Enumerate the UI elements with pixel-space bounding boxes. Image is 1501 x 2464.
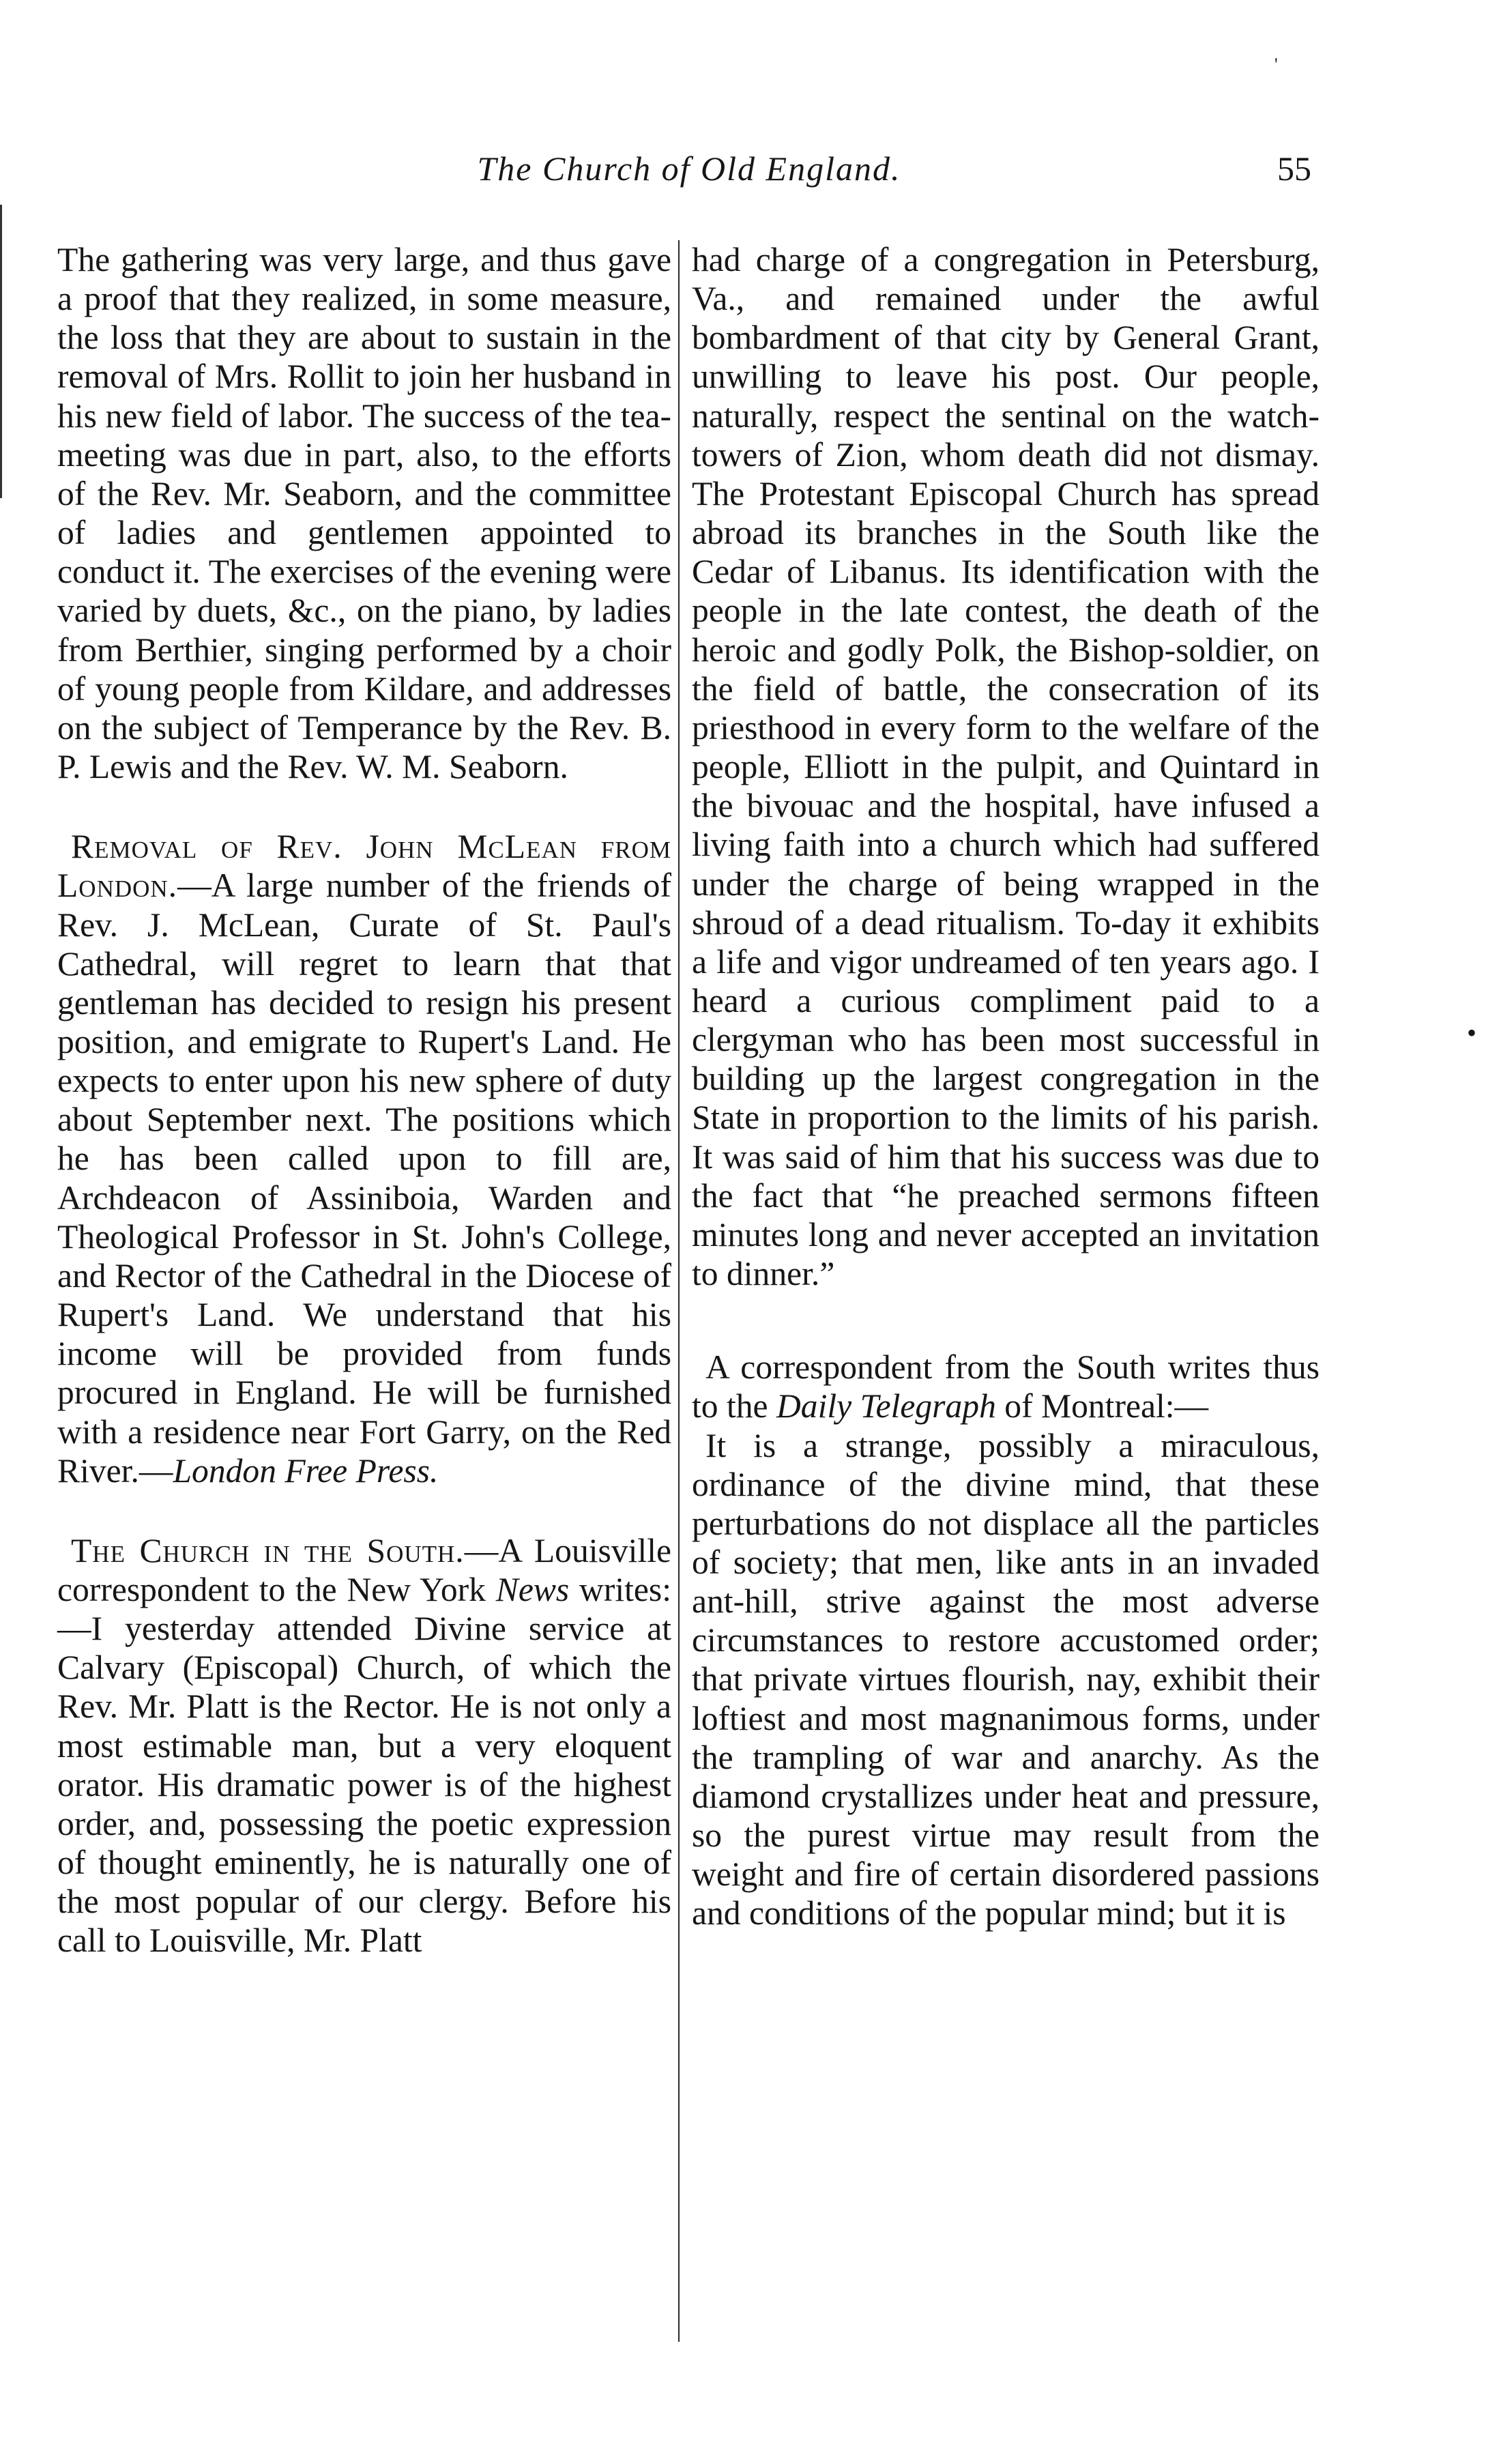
removal-source: London Free Press. [173, 1451, 439, 1490]
right-column [692, 240, 1320, 1933]
section-heading-church-south: The Church in the South. [71, 1531, 465, 1569]
paragraph-correspondent [692, 1348, 1320, 1425]
correspondent-text-a: A correspondent from the South writes thus to the [692, 1348, 1320, 1425]
newspaper-name-news: News [495, 1571, 570, 1608]
scan-edge-line [0, 205, 2, 498]
paragraph-church-south [57, 1531, 671, 1960]
scan-speck-top: ' [1274, 55, 1278, 74]
paragraph-continuation: had charge of a congregation in Petersburg, Va., and remained under the awful bombardment of that city by General Grant, unwilling to leave his post. Our people, naturally, respect the sentinal on the watch-towers of Zion, whom death did not dismay. The Protestant Episcopal Church has spread abroad its branches in the South like the Cedar of Libanus. Its identification with the people in the late contest, the death of the heroic and godly Polk, the Bishop-soldier, on the field of battle, the consecration of its priesthood in every form to the welfare of the people, Elliott in the pulpit, and Quintard in the bivouac and the hospital, have infused a living faith into a church which had suffered under the charge of being wrapped in the shroud of a dead ritualism. To-day it exhibits a life and vigor undreamed of ten years ago. I heard a curious compliment paid to a clergyman who has been most successful in building up the largest congregation in the State in proportion to the limits of his parish. It was said of him that his success was due to the fact that “he preached sermons fifteen minutes long and never accepted an invitation to dinner.” [692, 241, 1320, 1293]
section-heading-removal: Removal of Rev. John McLean from London. [57, 828, 671, 905]
paragraph-removal-mclean [57, 827, 671, 1490]
newspaper-name-telegraph: Daily Telegraph [776, 1387, 996, 1425]
correspondent-text-b: of Montreal:— [995, 1387, 1209, 1425]
running-title: The Church of Old England. [477, 149, 901, 188]
page-number: 55 [1277, 149, 1311, 188]
scan-speck: • [1467, 1017, 1477, 1048]
paragraph-tea-meeting: The gathering was very large, and thus gave a proof that they realized, in some measure, the loss that they are about to sustain in the removal of Mrs. Rollit to join her husband in his new field of labor. The success of the tea-meeting was due in part, also, to the efforts of the Rev. Mr. Seaborn, and the committee of ladies and gentlemen appointed to conduct it. The exercises of the evening were varied by duets, &c., on the piano, by ladies from Berthier, singing performed by a choir of young people from Kildare, and addresses on the subject of Temperance by the Rev. B. P. Lewis and the Rev. W. M. Seaborn. [57, 241, 671, 786]
column-divider [678, 240, 680, 2342]
removal-body: —A large number of the friends of Rev. J. McLean, Curate of St. Paul's Cathedral, will regret to learn that that gentleman has decided to resign his present position, and emigrate to Rupert's Land. He expects to enter upon his new sphere of duty about September next. The positions which he has been called upon to fill are, Archdeacon of Assiniboia, Warden and Theological Professor in St. John's College, and Rector of the Cathedral in the Diocese of Rupert's Land. We understand that his income will be provided from funds procured in England. He will be furnished with a residence near Fort Garry, on the Red River.— [57, 867, 671, 1490]
church-south-body-a: —A Louisville correspondent to the New York [57, 1531, 672, 1608]
left-column [57, 240, 671, 1960]
page-header [55, 149, 1324, 203]
paragraph-quoted-letter: It is a strange, possibly a miraculous, ordinance of the divine mind, that these perturbations do not displace all the particles of society; that men, like ants in an invaded ant-hill, strive against the most adverse circumstances to restore accustomed order; that private virtues flourish, nay, exhibit their loftiest and most magnanimous forms, under the trampling of war and anarchy. As the diamond crystallizes under heat and pressure, so the purest virtue may result from the weight and fire of certain disordered passions and conditions of the popular mind; but it is [692, 1426, 1320, 1932]
church-south-body-b: writes:—I yesterday attended Divine service at Calvary (Episcopal) Church, of which the Rev. Mr. Platt is the Rector. He is not only a most estimable man, but a very eloquent orator. His dramatic power is of the highest order, and, possessing the poetic expression of thought eminently, he is naturally one of the most popular of our clergy. Before his call to Louisville, Mr. Platt [57, 1571, 671, 1960]
